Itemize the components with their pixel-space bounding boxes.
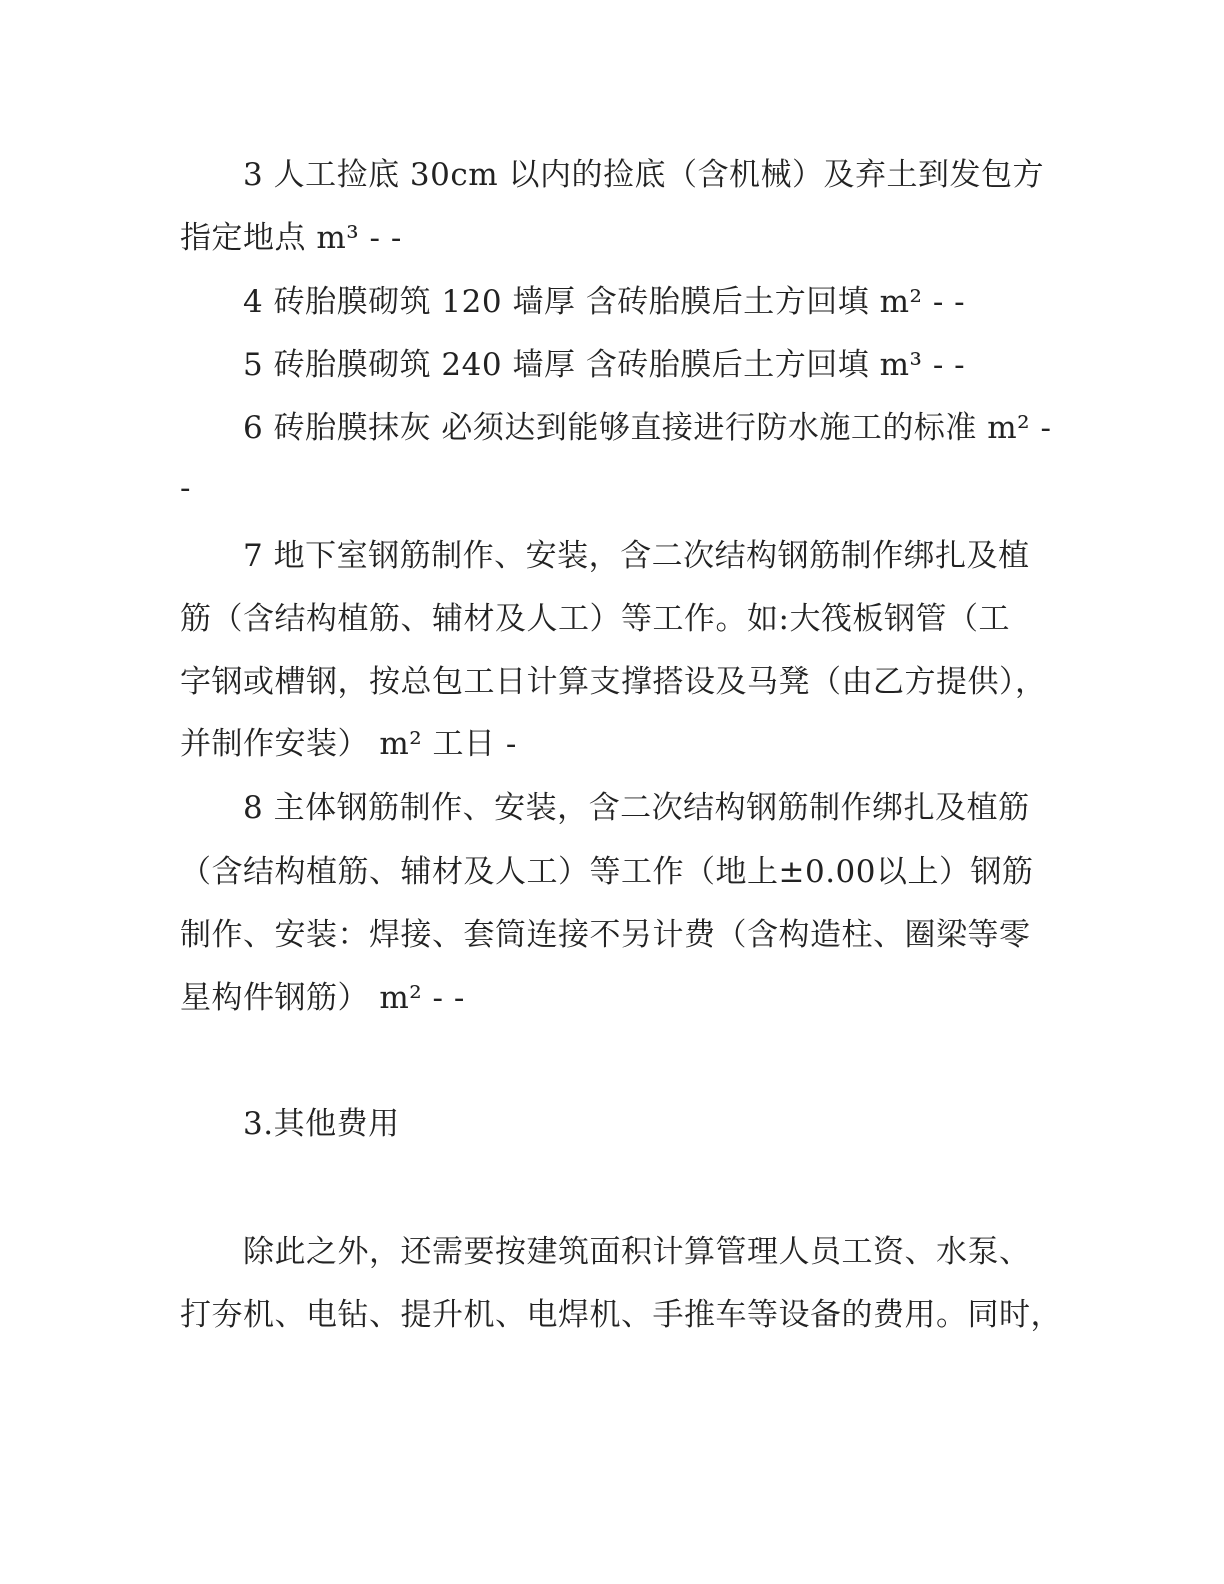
item-4-line: 4 砖胎膜砌筑 120 墙厚 含砖胎膜后土方回填 m² - - — [243, 284, 966, 320]
item-8-line-2: （含结构植筋、辅材及人工）等工作（地上±0.00以上）钢筋 — [180, 854, 1034, 890]
item-7-line-3: 字钢或槽钢，按总包工日计算支撑搭设及马凳（由乙方提供）， — [180, 664, 1047, 700]
paragraph-line-2: 打夯机、电钻、提升机、电焊机、手推车等设备的费用。同时， — [180, 1297, 1062, 1333]
section-heading: 3.其他费用 — [243, 1106, 400, 1142]
item-5-line: 5 砖胎膜砌筑 240 墙厚 含砖胎膜后土方回填 m³ - - — [243, 347, 966, 383]
item-6-line-2: - — [180, 470, 191, 506]
item-6-line-1: 6 砖胎膜抹灰 必须达到能够直接进行防水施工的标准 m² - — [243, 410, 1052, 446]
item-7-line-1: 7 地下室钢筋制作、安装，含二次结构钢筋制作绑扎及植 — [243, 538, 1030, 574]
item-8-line-4: 星构件钢筋） m² - - — [180, 980, 465, 1016]
item-7-line-4: 并制作安装） m² 工日 - — [180, 726, 517, 762]
item-8-line-3: 制作、安装：焊接、套筒连接不另计费（含构造柱、圈梁等零 — [180, 917, 1031, 953]
item-8-line-1: 8 主体钢筋制作、安装，含二次结构钢筋制作绑扎及植筋 — [243, 790, 1030, 826]
item-3-line-2: 指定地点 m³ - - — [180, 220, 402, 256]
paragraph-line-1: 除此之外，还需要按建筑面积计算管理人员工资、水泵、 — [243, 1234, 1031, 1270]
item-3-line-1: 3 人工捡底 30cm 以内的捡底（含机械）及弃土到发包方 — [243, 157, 1044, 193]
item-7-line-2: 筋（含结构植筋、辅材及人工）等工作。如:大筏板钢管（工 — [180, 601, 1010, 637]
